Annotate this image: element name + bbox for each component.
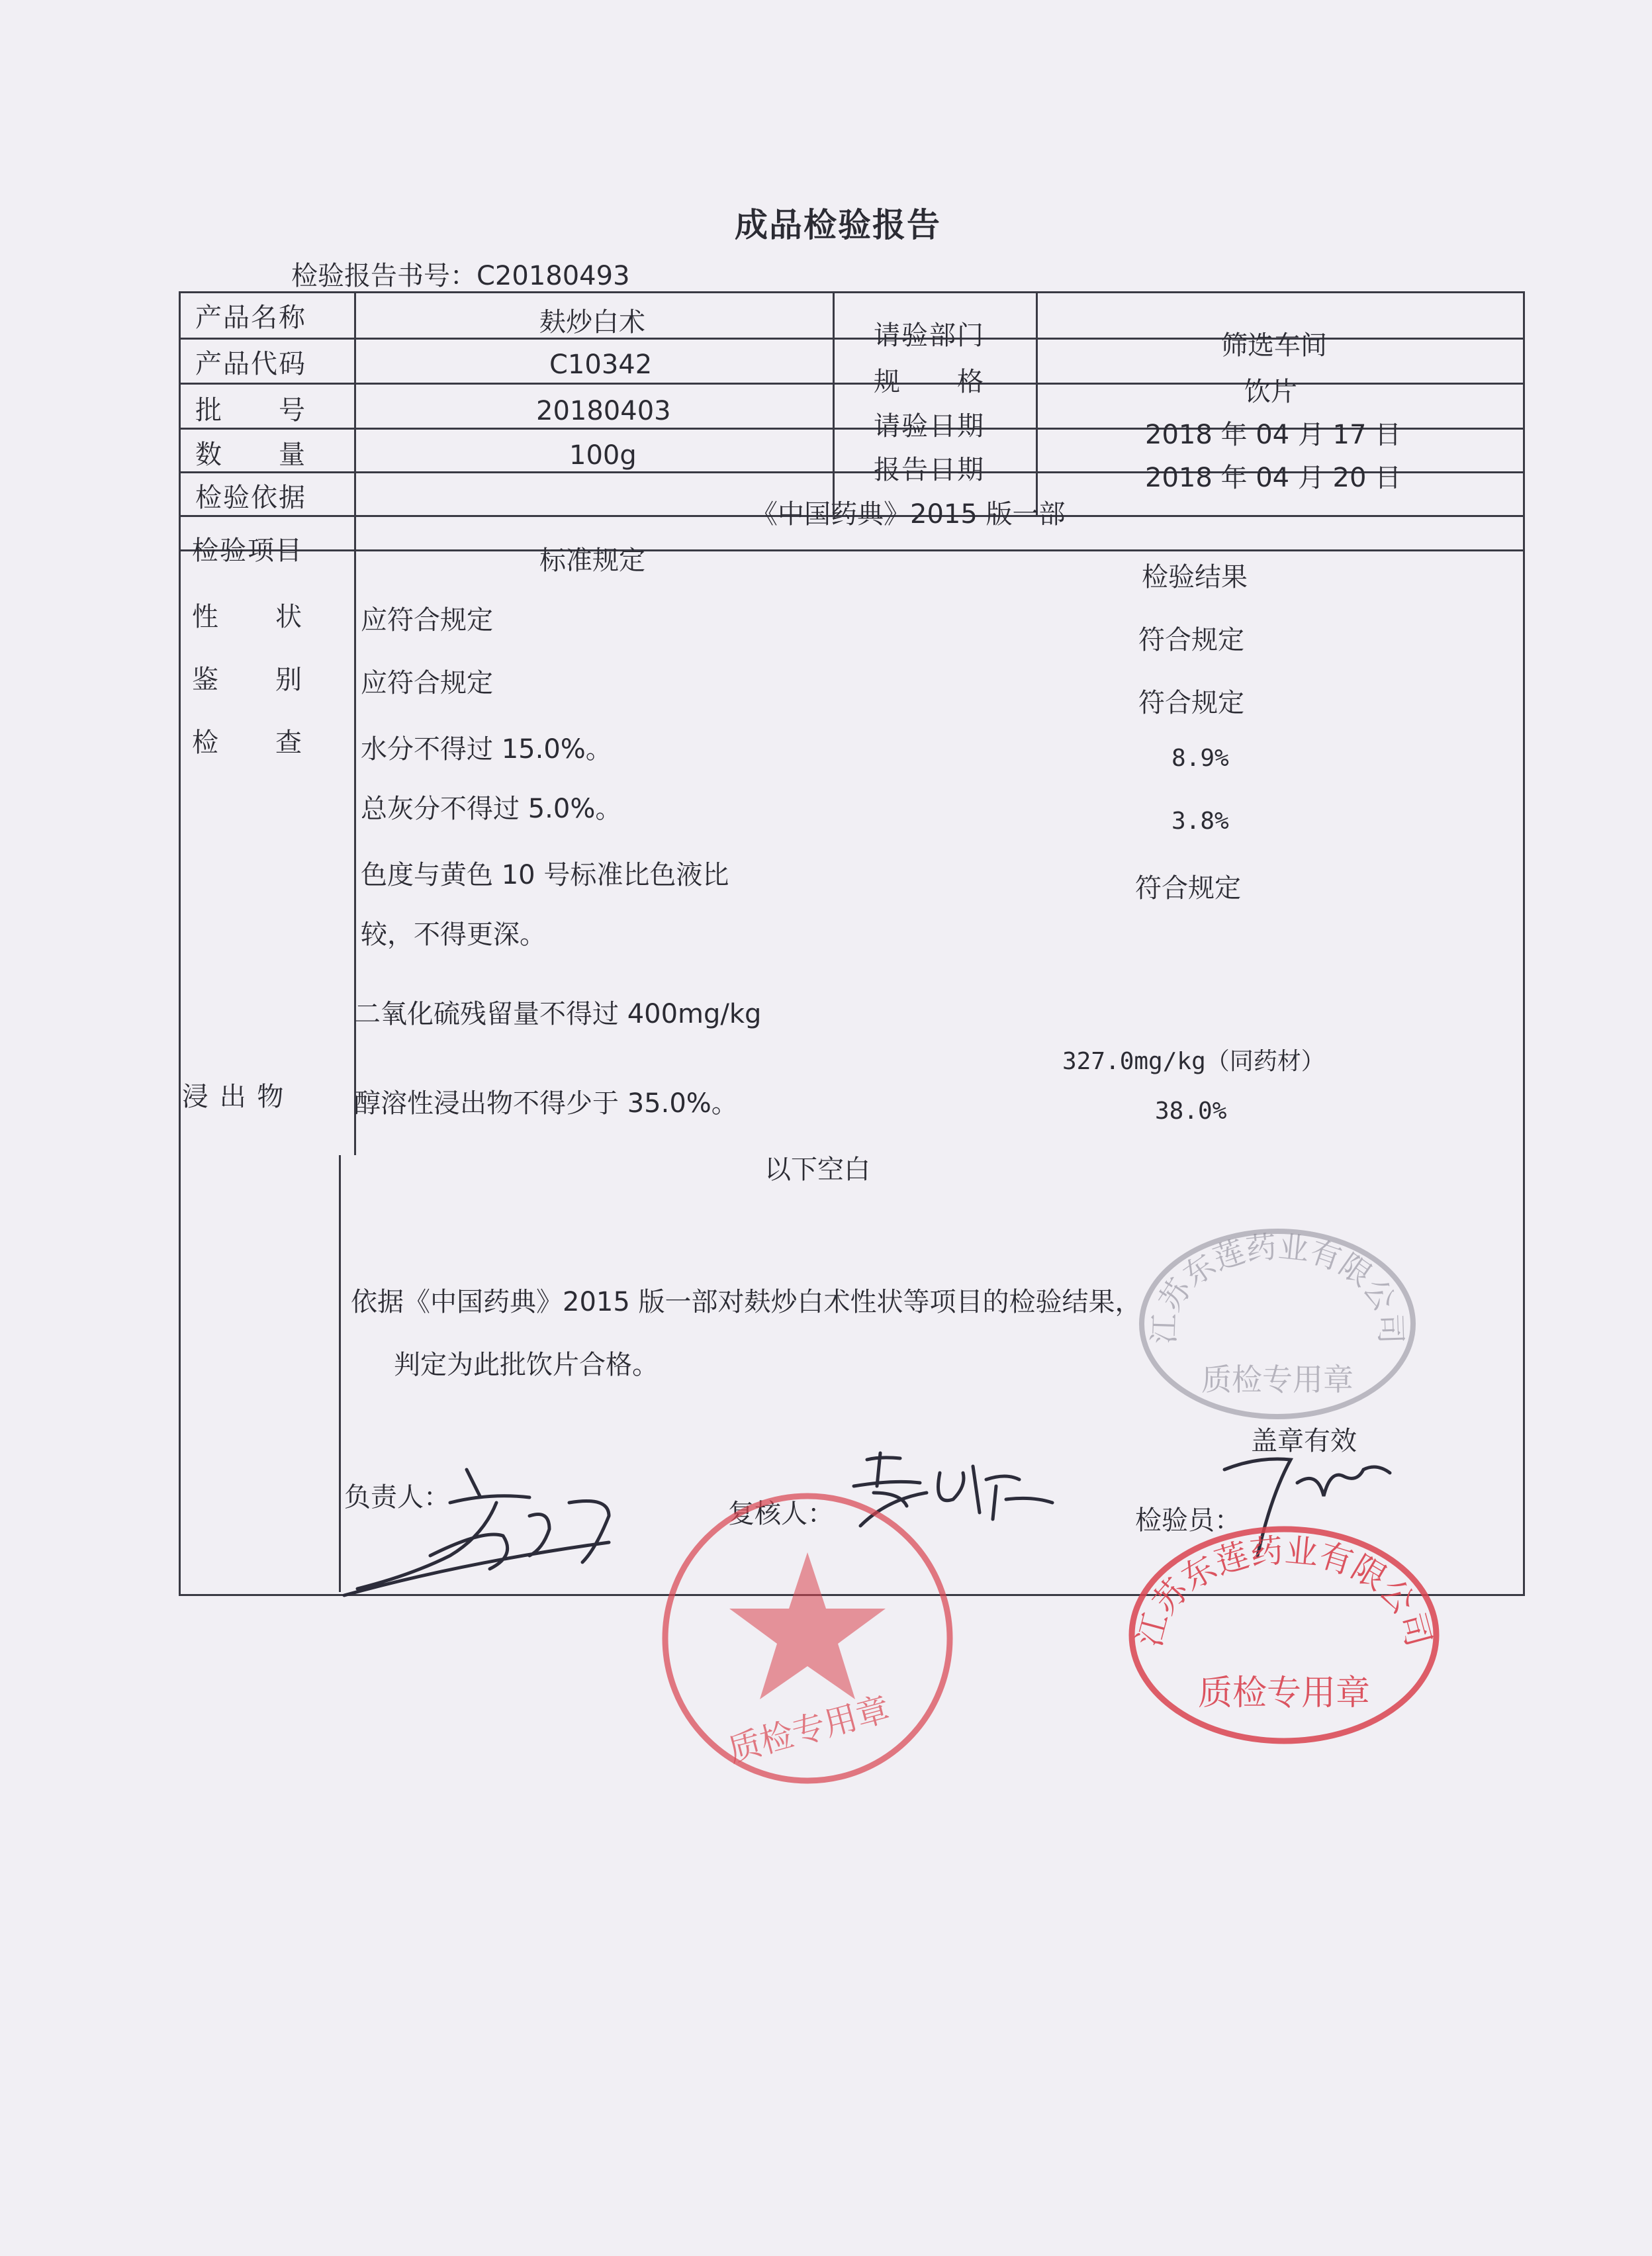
conclusion-line-1: 依据《中国药典》2015 版一部对麸炒白术性状等项目的检验结果， xyxy=(351,1287,1142,1317)
item-standard: 应符合规定 xyxy=(361,668,493,698)
seal-center-text: 质检专用章 xyxy=(1201,1362,1354,1397)
faded-inspection-seal xyxy=(1135,1225,1420,1423)
label-product-name: 产品名称 xyxy=(195,303,306,333)
report-number: 检验报告书号：C20180493 xyxy=(291,261,630,291)
item-result: 327.0mg/kg（同药材） xyxy=(1062,1048,1325,1075)
item-name: 检 查 xyxy=(192,728,303,758)
item-result: 符合规定 xyxy=(1138,625,1244,655)
seal-center-text: 质检专用章 xyxy=(1197,1673,1371,1713)
stamp-valid-note: 盖章有效 xyxy=(1251,1426,1357,1456)
item-name: 浸 出 物 xyxy=(182,1082,285,1112)
seal-center-text: 质检专用章 xyxy=(723,1689,894,1770)
label-request-dept: 请验部门 xyxy=(874,320,985,351)
responsible-signature xyxy=(331,1456,688,1602)
seal-ring-text: 江苏东莲药业有限公司 xyxy=(1146,1229,1409,1344)
responsible-label: 负责人： xyxy=(344,1482,450,1513)
value-basis: 《中国药典》2015 版一部 xyxy=(751,499,1066,530)
item-standard: 应符合规定 xyxy=(361,605,493,635)
value-product-code: C10342 xyxy=(549,350,653,380)
item-standard: 二氧化硫残留量不得过 400mg/kg xyxy=(354,999,762,1029)
quality-seal-round xyxy=(655,1486,960,1791)
item-result: 符合规定 xyxy=(1135,873,1241,904)
col-header-standard: 标准规定 xyxy=(539,545,645,576)
blank-note: 以下空白 xyxy=(764,1154,870,1185)
label-request-date: 请验日期 xyxy=(874,411,985,442)
label-product-code: 产品代码 xyxy=(195,349,306,379)
conclusion-line-2: 判定为此批饮片合格。 xyxy=(394,1350,659,1380)
label-basis: 检验依据 xyxy=(195,483,306,513)
value-quantity: 100g xyxy=(569,440,637,471)
item-standard: 醇溶性浸出物不得少于 35.0%。 xyxy=(354,1088,738,1119)
col-header-result: 检验结果 xyxy=(1142,562,1248,592)
item-standard: 总灰分不得过 5.0%。 xyxy=(361,794,622,824)
item-result: 符合规定 xyxy=(1138,688,1244,718)
item-result: 3.8% xyxy=(1171,808,1229,835)
label-report-date: 报告日期 xyxy=(874,455,985,485)
row-divider xyxy=(179,383,1523,385)
label-quantity: 数 量 xyxy=(195,440,306,470)
value-product-name: 麸炒白术 xyxy=(539,307,645,338)
col-divider xyxy=(833,291,835,515)
item-standard: 较，不得更深。 xyxy=(361,919,546,950)
svg-text:江苏东莲药业有限公司 xyxy=(1130,1531,1438,1650)
value-batch-no: 20180403 xyxy=(536,396,671,426)
col-header-item: 检验项目 xyxy=(192,536,303,566)
value-request-date: 2018 年 04 月 17 日 xyxy=(1145,420,1402,450)
item-name: 鉴 别 xyxy=(192,665,303,695)
row-divider xyxy=(179,549,1523,551)
item-standard: 水分不得过 15.0%。 xyxy=(361,734,612,765)
svg-text:江苏东莲药业有限公司 xyxy=(1146,1229,1408,1344)
label-batch-no: 批 号 xyxy=(195,395,306,426)
value-spec: 饮片 xyxy=(1244,377,1297,407)
item-standard: 色度与黄色 10 号标准比色液比 xyxy=(361,860,729,890)
item-name: 性 状 xyxy=(192,602,303,632)
col-divider xyxy=(1036,291,1038,515)
value-request-dept: 筛选车间 xyxy=(1221,330,1327,361)
quality-seal-oval xyxy=(1125,1523,1443,1748)
label-spec: 规 格 xyxy=(874,367,985,397)
report-title: 成品检验报告 xyxy=(735,206,941,244)
reviewer-label: 复核人： xyxy=(728,1499,834,1529)
value-report-date: 2018 年 04 月 20 日 xyxy=(1145,463,1402,493)
item-result: 38.0% xyxy=(1155,1098,1227,1125)
item-result: 8.9% xyxy=(1171,745,1229,772)
inspector-label: 检验员： xyxy=(1135,1505,1241,1536)
seal-ring-text: 江苏东莲药业有限公司 xyxy=(1130,1531,1438,1651)
